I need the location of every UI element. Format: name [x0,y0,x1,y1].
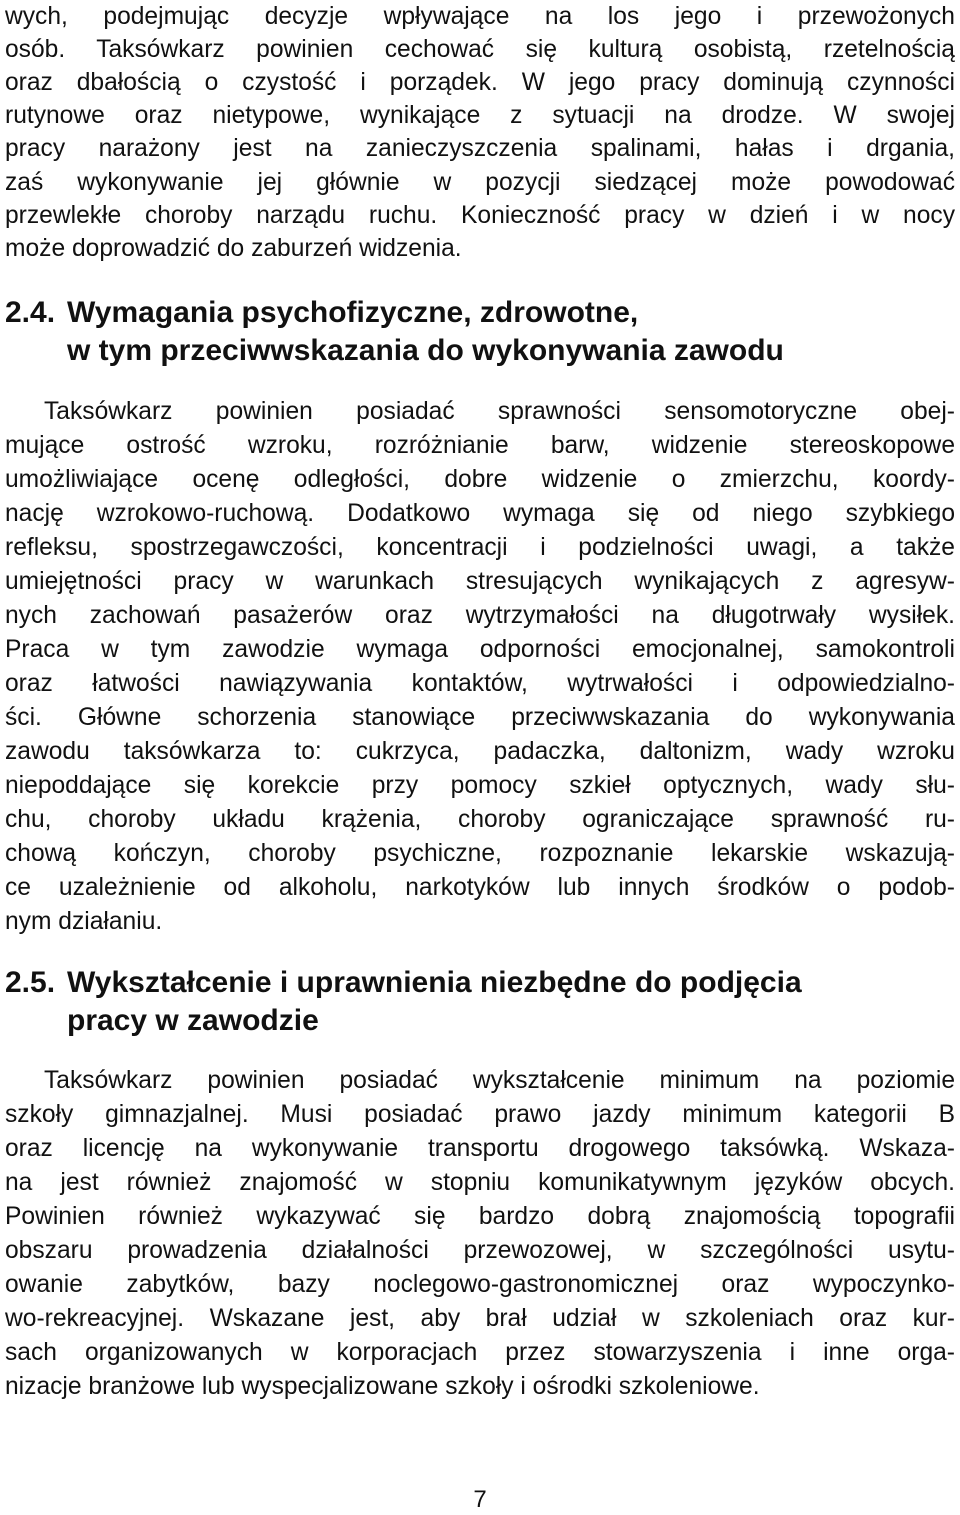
text-line: oraz dbałością o czystość i porządek. W jego pracy dominują czynności [5,69,955,96]
page-number: 7 [473,1486,487,1513]
text-line: niepoddające się korekcie przy pomocy szkieł optycznych, wady słu- [5,772,955,799]
section-title-line: Wykształcenie i uprawnienia niezbędne do podjęcia [67,966,802,999]
section-heading-2-5-continued: pracy w zawodzie [67,1004,319,1037]
text-line: zawodu taksówkarza to: cukrzyca, padaczka, daltonizm, wady wzroku [5,738,955,765]
text-line: refleksu, spostrzegawczości, koncentracji i podzielności uwagi, a także [5,534,955,561]
text-line: nym działaniu. [5,908,163,935]
text-line: umiejętności pracy w warunkach stresujących wynikających z agresyw- [5,568,955,595]
section-heading-2-4-continued: w tym przeciwwskazania do wykonywania zawodu [67,334,784,367]
text-line: ści. Główne schorzenia stanowiące przeciwwskazania do wykonywania [5,704,955,731]
text-line: Taksówkarz powinien posiadać sprawności sensomotoryczne obej- [44,398,955,425]
text-line: może doprowadzić do zaburzeń widzenia. [5,235,462,262]
text-line: wych, podejmując decyzje wpływające na los jego i przewożonych [5,3,955,30]
text-line: owanie zabytków, bazy noclegowo-gastronomicznej oraz wypoczynko- [5,1271,955,1298]
text-line: chu, choroby układu krążenia, choroby ograniczające sprawność ru- [5,806,955,833]
text-line: oraz łatwości nawiązywania kontaktów, wytrwałości i odpowiedzialno- [5,670,955,697]
text-line: szkoły gimnazjalnej. Musi posiadać prawo jazdy minimum kategorii B [5,1101,955,1128]
text-line: mujące ostrość wzroku, rozróżnianie barw, widzenie stereoskopowe [5,432,955,459]
text-line: chową kończyn, choroby psychiczne, rozpoznanie lekarskie wskazują- [5,840,955,867]
section-number: 2.5. [5,966,56,999]
text-line: nację wzrokowo-ruchową. Dodatkowo wymaga się od niego szybkiego [5,500,955,527]
text-line: nych zachowań pasażerów oraz wytrzymałości na długotrwały wysiłek. [5,602,955,629]
section-heading-2-4 [5,295,638,331]
text-line: oraz licencję na wykonywanie transportu drogowego taksówką. Wskaza- [5,1135,955,1162]
text-line: ce uzależnienie od alkoholu, narkotyków lub innych środków o podob- [5,874,955,901]
section-heading-2-5 [5,965,802,1001]
text-line: osób. Taksówkarz powinien cechować się kulturą osobistą, rzetelnością [5,36,955,63]
text-line: zaś wykonywanie jej głównie w pozycji siedzącej może powodować [5,169,955,196]
section-title-line: Wymagania psychofizyczne, zdrowotne, [67,296,639,329]
text-line: obszaru prowadzenia działalności przewozowej, w szczególności usytu- [5,1237,955,1264]
text-line: wo-rekreacyjnej. Wskazane jest, aby brał udział w szkoleniach oraz kur- [5,1305,955,1332]
text-line: umożliwiające ocenę odległości, dobre widzenie o zmierzchu, koordy- [5,466,955,493]
text-line: na jest również znajomość w stopniu komunikatywnym języków obcych. [5,1169,955,1196]
section-number: 2.4. [5,296,56,329]
text-line: rutynowe oraz nietypowe, wynikające z sytuacji na drodze. W swojej [5,102,955,129]
text-line: Taksówkarz powinien posiadać wykształcenie minimum na poziomie [44,1067,955,1094]
text-line: pracy narażony jest na zanieczyszczenia spalinami, hałas i drgania, [5,135,955,162]
text-line: nizacje branżowe lub wyspecjalizowane szkoły i ośrodki szkoleniowe. [5,1373,760,1400]
text-line: Powinien również wykazywać się bardzo dobrą znajomością topografii [5,1203,955,1230]
text-line: Praca w tym zawodzie wymaga odporności emocjonalnej, samokontroli [5,636,955,663]
text-line: sach organizowanych w korporacjach przez stowarzyszenia i inne orga- [5,1339,955,1366]
text-line: przewlekłe choroby narządu ruchu. Konieczność pracy w dzień i w nocy [5,202,955,229]
